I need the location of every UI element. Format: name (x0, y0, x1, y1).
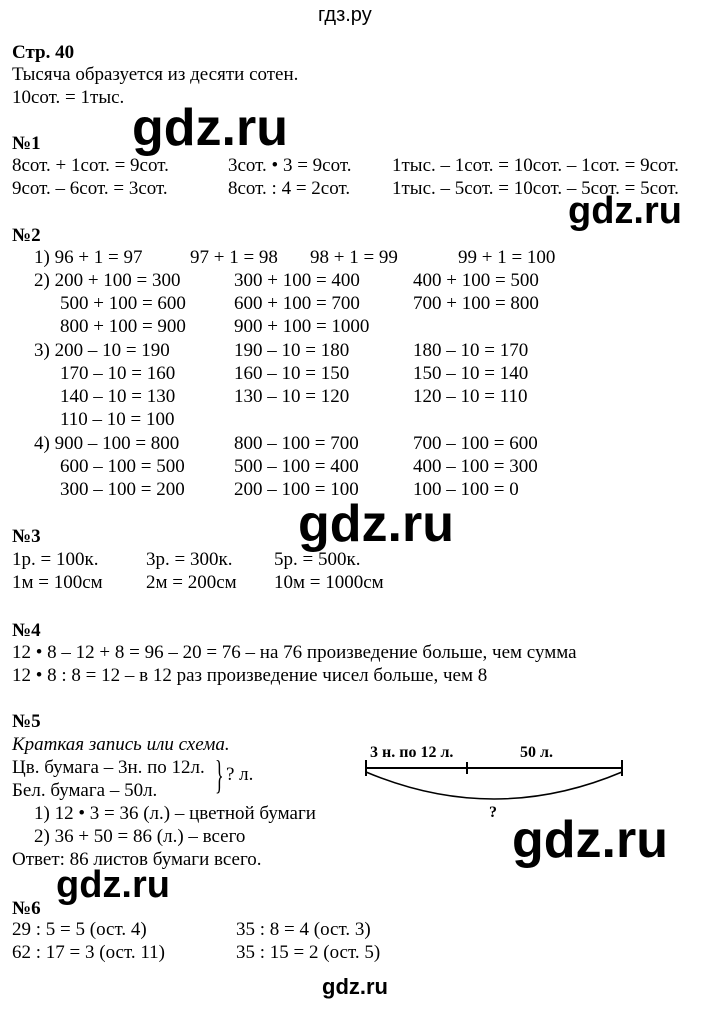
ex3-cell: 2м = 200см (146, 572, 237, 593)
ex2-cell: 3) 200 – 10 = 190 (34, 340, 170, 361)
ex2-cell: 600 – 100 = 500 (60, 456, 185, 477)
ex3-cell: 1р. = 100к. (12, 549, 99, 570)
ex5-answer: Ответ: 86 листов бумаги всего. (12, 849, 262, 870)
ex2-cell: 200 – 100 = 100 (234, 479, 359, 500)
watermark: gdz.ru (132, 99, 288, 157)
ex2-cell: 97 + 1 = 98 (190, 247, 278, 268)
sum-arc (366, 772, 622, 799)
ex3-cell: 10м = 1000см (274, 572, 384, 593)
watermark: gdz.ru (298, 495, 454, 553)
ex2-cell: 400 + 100 = 500 (413, 270, 539, 291)
exercise-5-title: №5 (12, 711, 41, 732)
ex2-cell: 800 – 100 = 700 (234, 433, 359, 454)
intro-line: 10сот. = 1тыс. (12, 87, 125, 108)
ex6-cell: 29 : 5 = 5 (ост. 4) (12, 919, 147, 940)
ex5-step: 2) 36 + 50 = 86 (л.) – всего (34, 826, 246, 847)
ex2-cell: 600 + 100 = 700 (234, 293, 360, 314)
watermark: gdz.ru (56, 864, 170, 906)
brace: } (215, 752, 224, 797)
ex2-cell: 190 – 10 = 180 (234, 340, 350, 361)
watermark: gdz.ru (512, 811, 668, 869)
ex1-cell: 1тыс. – 5сот. = 10сот. – 5сот. = 5сот. (392, 178, 679, 199)
ex2-cell: 98 + 1 = 99 (310, 247, 398, 268)
ex3-cell: 1м = 100см (12, 572, 103, 593)
ex2-cell: 900 + 100 = 1000 (234, 316, 370, 337)
ex2-cell: 800 + 100 = 900 (60, 316, 186, 337)
ex1-cell: 1тыс. – 1сот. = 10сот. – 1сот. = 9сот. (392, 155, 679, 176)
ex2-cell: 1) 96 + 1 = 97 (34, 247, 143, 268)
ex2-cell: 500 – 100 = 400 (234, 456, 359, 477)
ex5-record-line: Бел. бумага – 50л. (12, 780, 158, 801)
watermark: gdz.ru (568, 190, 682, 232)
ex4-line: 12 • 8 : 8 = 12 – в 12 раз произведение чисел больше, чем 8 (12, 665, 488, 686)
ex2-cell: 130 – 10 = 120 (234, 386, 350, 407)
ex2-cell: 300 – 100 = 200 (60, 479, 185, 500)
exercise-3-title: №3 (12, 526, 41, 547)
exercise-4-title: №4 (12, 620, 41, 641)
footer-mark: gdz.ru (322, 974, 388, 999)
exercise-2-title: №2 (12, 225, 41, 246)
ex2-cell: 110 – 10 = 100 (60, 409, 175, 430)
ex2-cell: 400 – 100 = 300 (413, 456, 538, 477)
ex6-cell: 62 : 17 = 3 (ост. 11) (12, 942, 165, 963)
site-header: гдз.ру (318, 4, 372, 26)
ex2-cell: 180 – 10 = 170 (413, 340, 529, 361)
diagram-question: ? (489, 804, 497, 821)
ex2-cell: 170 – 10 = 160 (60, 363, 176, 384)
ex3-cell: 5р. = 500к. (274, 549, 361, 570)
ex2-cell: 100 – 100 = 0 (413, 479, 519, 500)
ex2-cell: 700 + 100 = 800 (413, 293, 539, 314)
ex1-cell: 8сот. + 1сот. = 9сот. (12, 155, 169, 176)
ex6-cell: 35 : 15 = 2 (ост. 5) (236, 942, 381, 963)
exercise-6-title: №6 (12, 898, 41, 919)
ex5-subtitle: Краткая запись или схема. (12, 734, 230, 755)
ex6-cell: 35 : 8 = 4 (ост. 3) (236, 919, 371, 940)
diagram-right-label: 50 л. (520, 744, 553, 761)
ex5-question-label: ? л. (226, 764, 254, 785)
intro-line: Тысяча образуется из десяти сотен. (12, 64, 299, 85)
ex2-cell: 500 + 100 = 600 (60, 293, 186, 314)
ex5-step: 1) 12 • 3 = 36 (л.) – цветной бумаги (34, 803, 316, 824)
ex2-cell: 99 + 1 = 100 (458, 247, 556, 268)
ex4-line: 12 • 8 – 12 + 8 = 96 – 20 = 76 – на 76 произведение больше, чем сумма (12, 642, 577, 663)
exercise-1-title: №1 (12, 133, 41, 154)
page-title: Стр. 40 (12, 42, 75, 63)
ex2-cell: 120 – 10 = 110 (413, 386, 528, 407)
ex2-cell: 140 – 10 = 130 (60, 386, 176, 407)
ex2-cell: 2) 200 + 100 = 300 (34, 270, 181, 291)
ex1-cell: 9сот. – 6сот. = 3сот. (12, 178, 168, 199)
ex5-record-line: Цв. бумага – 3н. по 12л. (12, 757, 205, 778)
ex2-cell: 4) 900 – 100 = 800 (34, 433, 180, 454)
ex1-cell: 8сот. : 4 = 2сот. (228, 178, 351, 199)
ex2-cell: 300 + 100 = 400 (234, 270, 360, 291)
ex3-cell: 3р. = 300к. (146, 549, 233, 570)
ex1-cell: 3сот. • 3 = 9сот. (228, 155, 352, 176)
ex2-cell: 160 – 10 = 150 (234, 363, 350, 384)
ex2-cell: 150 – 10 = 140 (413, 363, 529, 384)
diagram-left-label: 3 н. по 12 л. (370, 744, 454, 761)
ex2-cell: 700 – 100 = 600 (413, 433, 538, 454)
